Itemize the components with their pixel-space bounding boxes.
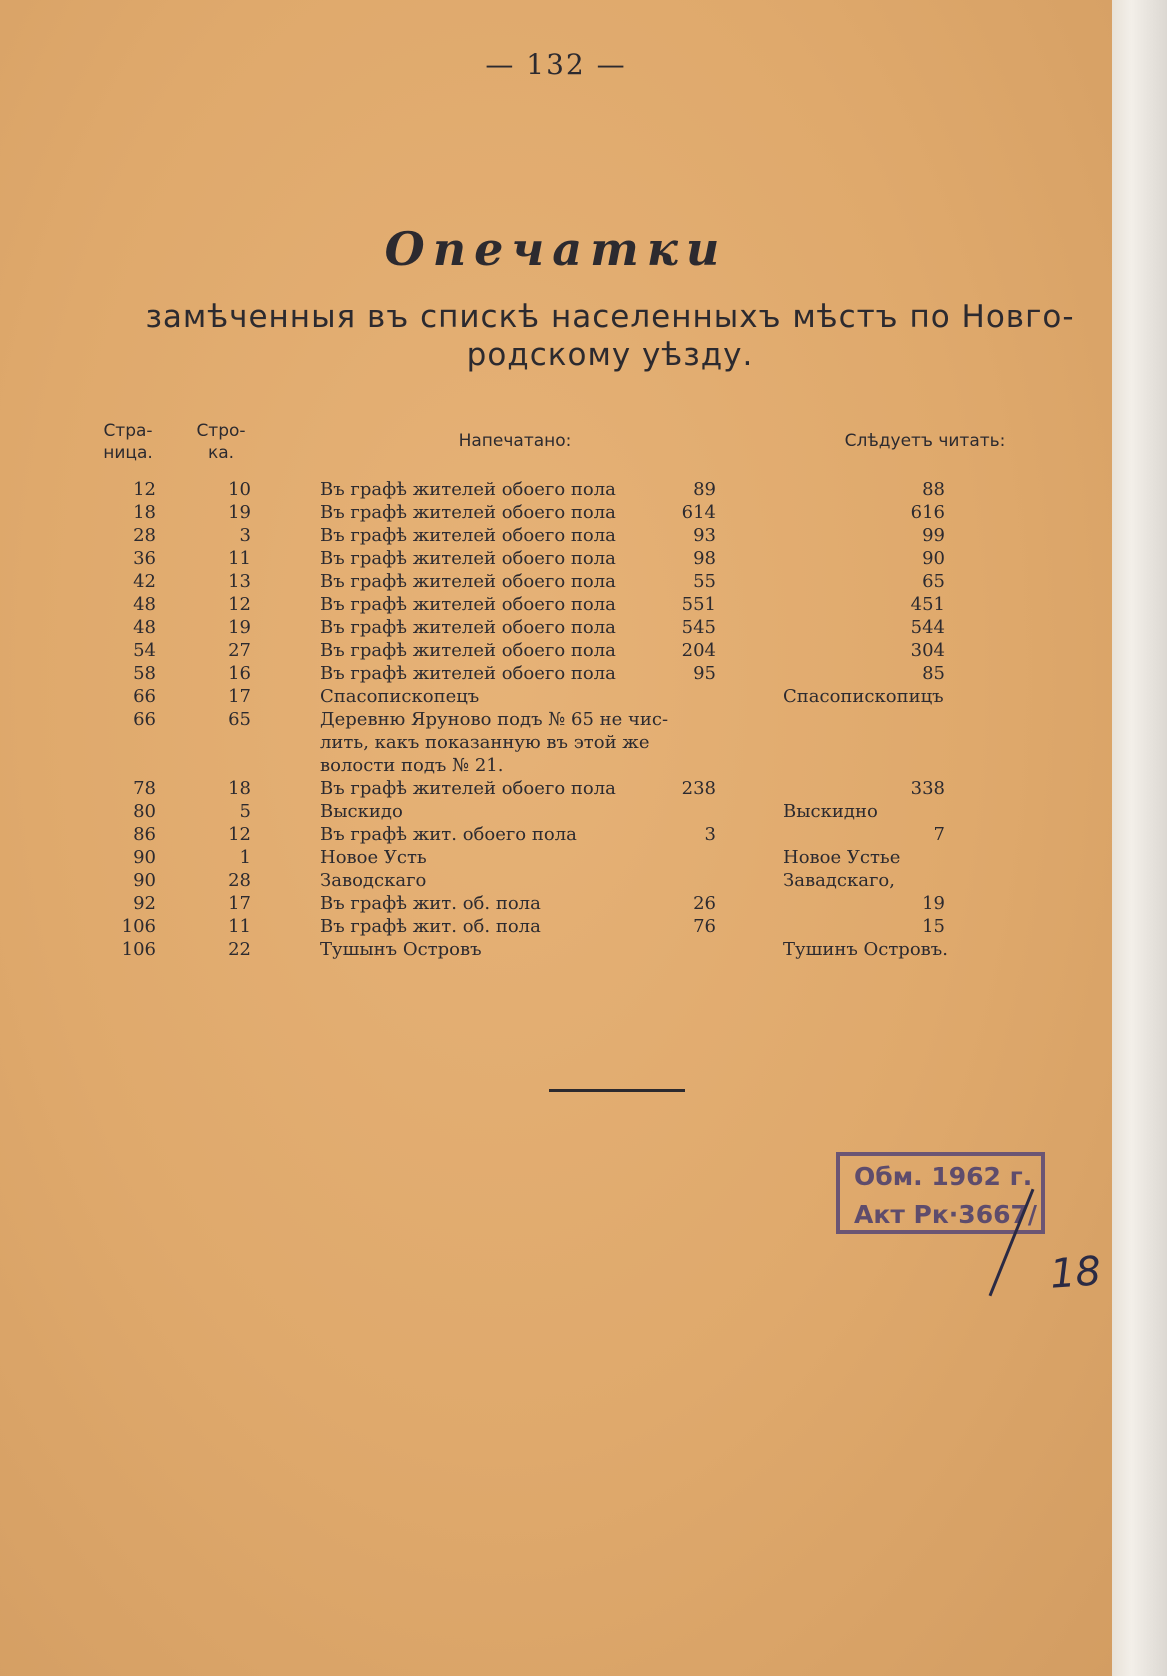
cell-line: 18 [228,778,251,799]
cell-printed: Въ графѣ жителей обоего пола [320,640,616,661]
cell-line: 11 [228,548,251,569]
table-row [0,800,1112,823]
cell-printed: Выскидо [320,801,403,822]
page-number: — 132 — [485,48,627,81]
cell-printed: Въ графѣ жителей обоего пола [320,571,616,592]
cell-line: 17 [228,893,251,914]
cell-printed: Въ графѣ жителей обоего пола [320,617,616,638]
header-should-read: Слѣдуетъ читать: [844,431,1006,451]
table-row [0,662,1112,685]
cell-line: 12 [228,594,251,615]
cell-should-read-number: 85 [922,663,945,684]
cell-printed-number: 545 [681,617,716,638]
cell-line: 27 [228,640,251,661]
header-line: Стро- ка. [196,421,246,463]
cell-should-read: Спасопископицъ [783,686,944,707]
errata-table [0,478,1112,961]
cell-printed: Спасопископецъ [320,686,480,707]
cell-line: 11 [228,916,251,937]
cell-printed-number: 55 [693,571,716,592]
header-printed: Напечатано: [458,431,572,451]
cell-should-read: Тушинъ Островъ. [783,939,948,960]
page-edge [1112,0,1167,1676]
cell-line: 16 [228,663,251,684]
cell-line: 17 [228,686,251,707]
cell-printed-number: 238 [681,778,716,799]
cell-page: 66 [133,686,156,707]
subtitle-line-1: замѣченныя въ спискѣ населенныхъ мѣстъ по Новго- [145,299,1075,335]
cell-line: 65 [228,709,251,730]
cell-printed: Въ графѣ жителей обоего пола [320,594,616,615]
cell-should-read-number: 90 [922,548,945,569]
cell-printed-number: 89 [693,479,716,500]
cell-page: 106 [121,916,156,937]
cell-should-read: Завадскаго, [783,870,895,891]
cell-page: 28 [133,525,156,546]
cell-page: 58 [133,663,156,684]
table-row [0,869,1112,892]
table-row [0,547,1112,570]
cell-line: 22 [228,939,251,960]
cell-should-read-number: 7 [933,824,945,845]
cell-line: 3 [239,525,251,546]
cell-page: 90 [133,870,156,891]
table-row [0,616,1112,639]
cell-line: 5 [239,801,251,822]
cell-line: 1 [239,847,251,868]
table-row [0,938,1112,961]
cell-page: 92 [133,893,156,914]
cell-should-read-number: 65 [922,571,945,592]
cell-should-read-number: 451 [910,594,945,615]
table-row [0,892,1112,915]
stamp-line-2: Акт Рк·3667/ [854,1200,1038,1229]
cell-should-read: Выскидно [783,801,878,822]
cell-page: 12 [133,479,156,500]
cell-printed-number: 98 [693,548,716,569]
table-row [0,915,1112,938]
table-row [0,593,1112,616]
cell-printed: Въ графѣ жителей обоего пола [320,548,616,569]
cell-page: 80 [133,801,156,822]
divider-rule [549,1089,685,1092]
cell-page: 48 [133,594,156,615]
cell-printed: Въ графѣ жит. об. пола [320,893,541,914]
cell-page: 78 [133,778,156,799]
stamp-line-1: Обм. 1962 г. [854,1162,1033,1191]
cell-printed-number: 614 [681,502,716,523]
cell-printed: Въ графѣ жит. обоего пола [320,824,577,845]
cell-printed: Въ графѣ жителей обоего пола [320,663,616,684]
cell-line: 19 [228,502,251,523]
cell-page: 90 [133,847,156,868]
subtitle [110,298,1110,374]
table-row [0,777,1112,800]
cell-printed: Деревню Яруново подъ № 65 не чис- лить, какъ показанную въ этой же волости подъ № 21. [320,709,669,776]
cell-page: 18 [133,502,156,523]
cell-page: 86 [133,824,156,845]
cell-should-read-number: 99 [922,525,945,546]
cell-line: 19 [228,617,251,638]
table-row [0,639,1112,662]
cell-page: 42 [133,571,156,592]
table-row [0,478,1112,501]
table-row [0,846,1112,869]
cell-printed: Въ графѣ жителей обоего пола [320,502,616,523]
cell-line: 10 [228,479,251,500]
cell-printed: Въ графѣ жит. об. пола [320,916,541,937]
table-row [0,524,1112,547]
cell-should-read: Новое Устье [783,847,901,868]
cell-printed: Заводскаго [320,870,427,891]
cell-printed: Въ графѣ жителей обоего пола [320,778,616,799]
cell-printed-number: 76 [693,916,716,937]
subtitle-line-2: родскому уѣзду. [466,337,754,373]
table-row [0,685,1112,708]
cell-page: 66 [133,709,156,730]
table-row [0,823,1112,846]
cell-printed-number: 3 [704,824,716,845]
table-row [0,501,1112,524]
cell-line: 12 [228,824,251,845]
cell-page: 36 [133,548,156,569]
cell-should-read-number: 338 [910,778,945,799]
cell-printed-number: 95 [693,663,716,684]
handwritten-number: 18 [1048,1248,1103,1298]
cell-should-read-number: 544 [910,617,945,638]
cell-should-read-number: 15 [922,916,945,937]
page-title: Опечатки [384,222,728,276]
cell-printed: Въ графѣ жителей обоего пола [320,479,616,500]
cell-should-read-number: 616 [910,502,945,523]
cell-line: 13 [228,571,251,592]
cell-page: 54 [133,640,156,661]
cell-printed-number: 93 [693,525,716,546]
cell-printed-number: 26 [693,893,716,914]
cell-printed-number: 204 [681,640,716,661]
cell-page: 48 [133,617,156,638]
cell-should-read-number: 19 [922,893,945,914]
cell-should-read-number: 304 [910,640,945,661]
cell-line: 28 [228,870,251,891]
header-page: Стра- ница. [103,421,153,463]
cell-printed: Тушынъ Островъ [320,939,482,960]
cell-should-read-number: 88 [922,479,945,500]
cell-page: 106 [121,939,156,960]
archive-stamp [836,1152,1045,1234]
table-row [0,570,1112,593]
table-row [0,708,1112,777]
cell-printed: Въ графѣ жителей обоего пола [320,525,616,546]
cell-printed-number: 551 [681,594,716,615]
cell-printed: Новое Усть [320,847,427,868]
